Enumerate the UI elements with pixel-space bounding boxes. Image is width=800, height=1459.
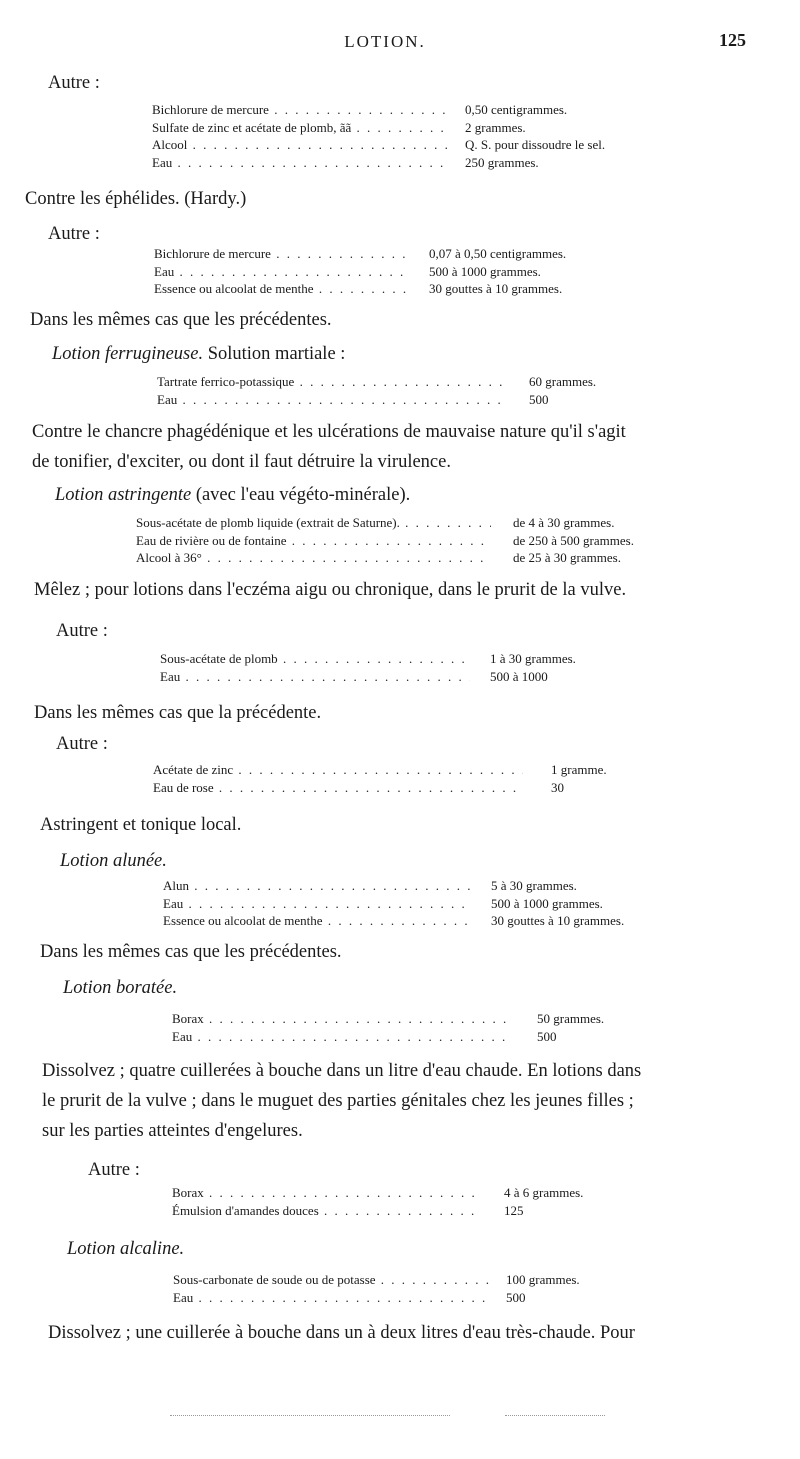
quantity: 60 grammes. <box>529 374 597 389</box>
ingredient: Bichlorure de mercure . . . <box>152 101 447 119</box>
recipe-row <box>172 1028 757 1046</box>
ingredient: Alun . . . <box>163 877 471 895</box>
paragraph-text: Solution martiale : <box>203 344 346 364</box>
paragraph-text: Dans les mêmes cas que la précédente. <box>34 703 322 723</box>
paragraph <box>88 1155 140 1185</box>
paragraph <box>48 68 100 98</box>
recipe-row <box>136 514 733 532</box>
quantity: 1 à 30 grammes. <box>490 651 576 666</box>
quantity: 4 à 6 grammes. <box>504 1185 584 1200</box>
recipe-row <box>160 650 710 668</box>
recipe-row <box>152 154 685 172</box>
ingredient: Borax . . . <box>172 1184 482 1202</box>
paragraph-line: le prurit de la vulve ; dans le muguet des parties génitales chez les jeunes filles ; <box>42 1091 634 1111</box>
ingredient: Eau . . . <box>152 154 447 172</box>
recipe-row <box>163 895 711 913</box>
ingredient: Eau . . . <box>160 668 470 686</box>
paragraph-text: Astringent et tonique local. <box>40 815 242 835</box>
paragraph <box>30 305 332 335</box>
ingredient: Acétate de zinc . . . <box>153 761 523 779</box>
ingredient: Eau de rose . . . <box>153 779 523 797</box>
quantity: 30 gouttes à 10 grammes. <box>429 281 563 296</box>
ingredient: Bichlorure de mercure . . . <box>154 245 406 263</box>
paragraph-text: Autre : <box>56 621 108 641</box>
lotion-title: Lotion ferrugineuse. <box>52 344 204 364</box>
paragraph <box>40 810 241 840</box>
paragraph-text: Dissolvez ; une cuillerée à bouche dans un à deux litres d'eau très-chaude. Pour <box>48 1323 635 1343</box>
paragraph <box>56 729 108 759</box>
section-heading <box>63 973 177 1003</box>
recipe-table <box>172 1010 757 1045</box>
ingredient: Eau . . . <box>157 391 502 409</box>
recipe-table <box>173 1271 726 1306</box>
recipe-row <box>154 263 649 281</box>
paragraph <box>32 417 626 477</box>
paragraph-text: Autre : <box>48 73 100 93</box>
quantity: Q. S. pour dissoudre le sel. <box>465 137 606 152</box>
recipe-row <box>160 668 710 686</box>
recipe-row <box>152 101 685 119</box>
recipe-row <box>157 373 749 391</box>
paragraph-text: Autre : <box>88 1160 140 1180</box>
ingredient: Alcool . . . <box>152 136 447 154</box>
recipe-table <box>172 1184 724 1219</box>
recipe-table <box>136 514 733 567</box>
ingredient: Essence ou alcoolat de menthe . . . <box>163 912 471 930</box>
quantity: 0,50 centigrammes. <box>465 102 568 117</box>
paragraph-text: Dans les mêmes cas que les précédentes. <box>40 942 342 962</box>
ingredient: Borax . . . <box>172 1010 507 1028</box>
page-header <box>0 28 800 56</box>
section-heading <box>55 480 410 510</box>
ingredient: Sous-acétate de plomb . . . <box>160 650 470 668</box>
recipe-row <box>152 136 685 154</box>
ingredient: Émulsion d'amandes douces . . . <box>172 1202 482 1220</box>
recipe-row <box>173 1271 726 1289</box>
recipe-row <box>157 391 749 409</box>
quantity: 50 grammes. <box>537 1011 605 1026</box>
ingredient: Eau . . . <box>154 263 406 281</box>
recipe-row <box>154 245 649 263</box>
quantity: 500 <box>529 391 549 407</box>
quantity: 5 à 30 grammes. <box>491 878 577 893</box>
footer-rule <box>170 1415 450 1417</box>
paragraph-line: sur les parties atteintes d'engelures. <box>42 1121 303 1141</box>
recipe-row <box>136 549 733 567</box>
recipe-table <box>157 373 749 408</box>
section-heading <box>67 1234 184 1264</box>
ingredient: Essence ou alcoolat de menthe . . . <box>154 280 406 298</box>
quantity: de 4 à 30 grammes. <box>513 515 615 530</box>
recipe-row <box>172 1010 757 1028</box>
paragraph-line: de tonifier, d'exciter, ou dont il faut détruire la virulence. <box>32 452 451 472</box>
quantity: de 250 à 500 grammes. <box>513 532 634 548</box>
paragraph <box>42 1056 641 1146</box>
quantity: 500 à 1000 grammes. <box>491 895 603 911</box>
recipe-table <box>152 101 685 171</box>
paragraph-line: Dissolvez ; quatre cuillerées à bouche dans un litre d'eau chaude. En lotions dans <box>42 1061 642 1081</box>
ingredient: Eau . . . <box>172 1028 507 1046</box>
quantity: de 25 à 30 grammes. <box>513 550 621 565</box>
running-head: LOTION. <box>344 32 426 51</box>
quantity: 500 <box>537 1028 557 1044</box>
ingredient: Alcool à 36° . . . <box>136 549 491 567</box>
quantity: 30 <box>551 779 564 795</box>
paragraph <box>48 219 100 249</box>
recipe-row <box>136 532 733 550</box>
recipe-row <box>153 761 771 779</box>
lotion-title: Lotion alunée. <box>60 851 167 871</box>
paragraph-text: Autre : <box>48 224 100 244</box>
paragraph <box>56 616 108 646</box>
ingredient: Sous-carbonate de soude ou de potasse . . . <box>173 1271 493 1289</box>
quantity: 30 gouttes à 10 grammes. <box>491 913 625 928</box>
paragraph <box>48 1318 635 1348</box>
quantity: 0,07 à 0,50 centigrammes. <box>429 246 567 261</box>
paragraph-text: Mêlez ; pour lotions dans l'eczéma aigu ou chronique, dans le prurit de la vulve. <box>34 580 627 600</box>
lotion-title: Lotion boratée. <box>63 978 178 998</box>
recipe-row <box>153 779 771 797</box>
recipe-row <box>163 877 711 895</box>
paragraph-text: Contre les éphélides. (Hardy.) <box>25 189 247 209</box>
paragraph-line: Contre le chancre phagédénique et les ulcérations de mauvaise nature qu'il s'agit <box>32 422 626 442</box>
quantity: 500 à 1000 <box>490 668 548 684</box>
lotion-title: Lotion astringente <box>55 485 192 505</box>
paragraph <box>25 184 246 214</box>
ingredient: Eau . . . <box>163 895 471 913</box>
recipe-row <box>163 912 711 930</box>
ingredient: Tartrate ferrico-potassique . . . <box>157 373 502 391</box>
recipe-row <box>172 1202 724 1220</box>
paragraph-text: (avec l'eau végéto-minérale). <box>191 485 411 505</box>
page-number: 125 <box>719 30 746 50</box>
quantity: 1 gramme. <box>551 762 607 777</box>
ingredient: Eau . . . <box>173 1289 493 1307</box>
paragraph <box>34 575 626 605</box>
paragraph-text: Dans les mêmes cas que les précédentes. <box>30 310 332 330</box>
recipe-table <box>160 650 710 685</box>
ingredient: Eau de rivière ou de fontaine . . . <box>136 532 491 550</box>
quantity: 250 grammes. <box>465 154 539 170</box>
paragraph <box>40 937 342 967</box>
quantity: 2 grammes. <box>465 119 526 135</box>
recipe-row <box>154 280 649 298</box>
ingredient: Sous-acétate de plomb liquide (extrait de Saturne). . . . <box>136 514 491 532</box>
lotion-title: Lotion alcaline. <box>67 1239 185 1259</box>
footer-rule <box>505 1415 605 1417</box>
quantity: 500 à 1000 grammes. <box>429 263 541 279</box>
paragraph-text: Autre : <box>56 734 108 754</box>
section-heading <box>60 846 167 876</box>
quantity: 125 <box>504 1202 524 1218</box>
recipe-row <box>152 119 685 137</box>
quantity: 500 <box>506 1289 526 1305</box>
recipe-table <box>153 761 771 796</box>
recipe-row <box>172 1184 724 1202</box>
recipe-row <box>173 1289 726 1307</box>
ingredient: Sulfate de zinc et acétate de plomb, ãã . . . <box>152 119 447 137</box>
recipe-table <box>163 877 711 930</box>
section-heading <box>52 339 345 369</box>
quantity: 100 grammes. <box>506 1272 580 1287</box>
recipe-table <box>154 245 649 298</box>
paragraph <box>34 698 321 728</box>
